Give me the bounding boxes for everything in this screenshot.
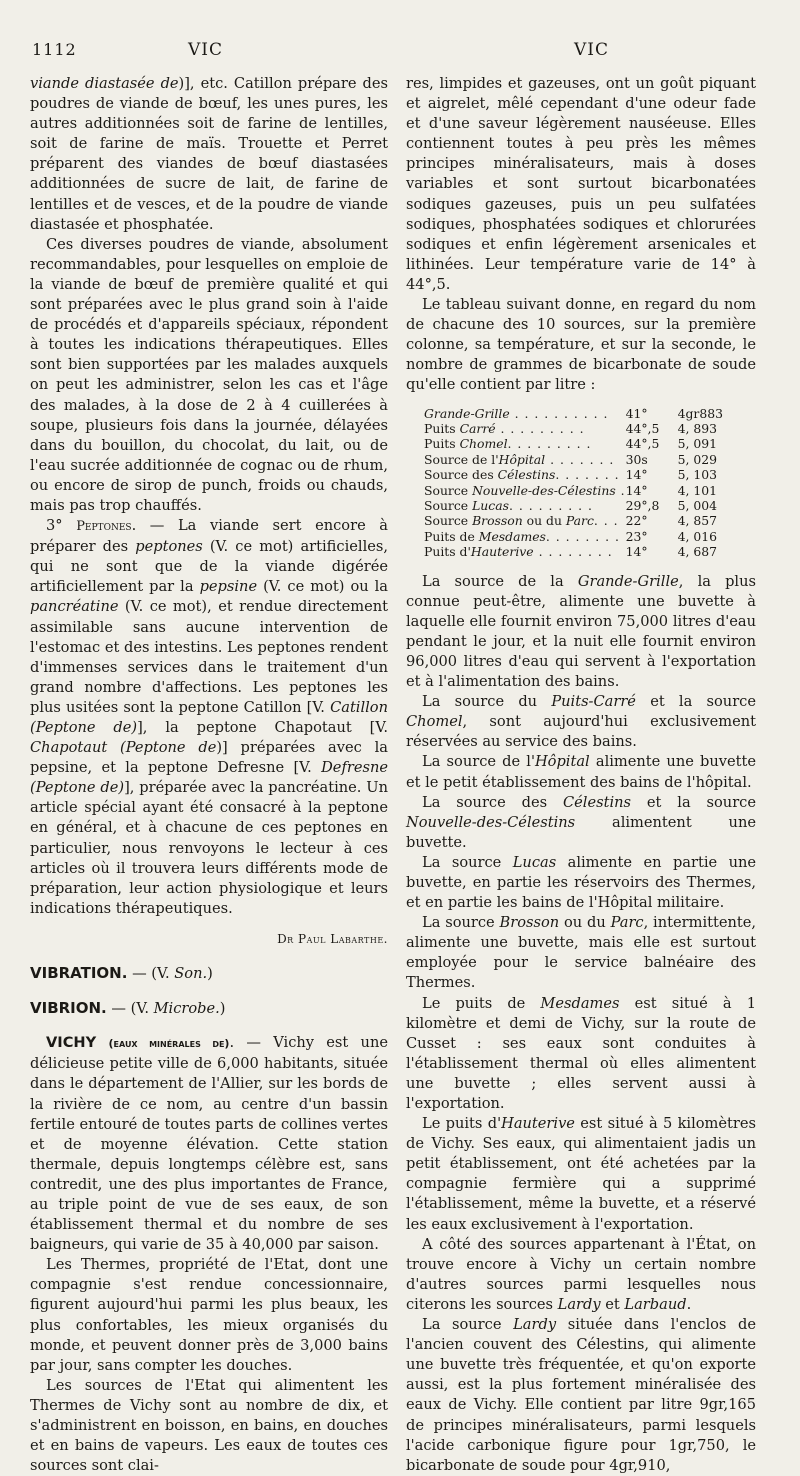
bicarbonate-cell: 4, 857 xyxy=(677,513,717,529)
left-column xyxy=(30,74,388,1476)
running-head-right: VIC xyxy=(574,40,609,60)
dot-leader: . . . . . . . xyxy=(555,467,620,483)
source-name: Hôpital xyxy=(534,753,590,771)
temperature-cell: 23° xyxy=(625,528,648,544)
text: Puits d' xyxy=(424,544,471,560)
paragraph-table-intro: Le tableau suivant donne, en regard du nom de chacune des 10 sources, sur la première colonne, sa température, et sur la seconde, le nombre de grammes de bicarbonate de soude qu'elle contient par litre : xyxy=(406,296,756,394)
text: )] préparées avec la pepsine, et la peptone Defresne [V. xyxy=(30,739,388,777)
source-label xyxy=(424,529,626,544)
text: . — La viande sert encore à préparer des xyxy=(30,517,388,556)
source-row xyxy=(424,529,740,544)
source-name: Chomel xyxy=(406,713,463,731)
source-name: Lardy xyxy=(557,1295,601,1313)
source-row xyxy=(424,544,740,559)
text: La source xyxy=(422,1316,514,1334)
entry-headword: VICHY xyxy=(46,1034,97,1052)
paragraph-lardy xyxy=(406,1315,756,1476)
paragraph-celestins xyxy=(406,793,756,853)
temperature-cell: 14° xyxy=(625,467,648,483)
text: alimente une buvette et le petit établissement des bains de l'hôpital. xyxy=(406,753,756,791)
sources-table xyxy=(424,406,740,560)
running-head-left: VIC xyxy=(188,40,223,60)
source-row xyxy=(424,513,740,528)
text: , la plus connue peut-être, alimente une buvette à laquelle elle fournit environ 75,000 litres d'eau pendant le jour, et la nuit elle fournit environ 96,000 litres d'eau qui servent à l'exportation et à l'alimentation des bains. xyxy=(406,572,756,691)
text: Source de l' xyxy=(424,451,499,467)
text: ou du xyxy=(522,513,566,529)
entry-headword: VIBRATION. xyxy=(30,964,128,983)
dot-leader: . . . . . . . . . . xyxy=(509,405,609,421)
cross-ref: peptones xyxy=(135,538,203,556)
entry-subtitle: (eaux minérales de) xyxy=(108,1037,230,1051)
entry-vibration xyxy=(30,963,388,984)
source-label xyxy=(424,498,626,513)
text: (V. ce mot) artificielles, qui ne sont que de la viande digérée artificiellement par la xyxy=(30,538,388,596)
source-name: Hôpital xyxy=(498,451,546,467)
paragraph-powders xyxy=(30,74,388,235)
source-label xyxy=(424,406,626,421)
source-label xyxy=(424,483,626,498)
source-name: Grande-Grille xyxy=(577,572,679,590)
source-name: Carré xyxy=(459,420,496,436)
text: , intermittente, alimente une buvette, mais elle est surtout employée pour le service balnéaire des Thermes. xyxy=(406,914,757,992)
text: La source du xyxy=(422,693,552,711)
source-name: Mesdames xyxy=(540,994,620,1012)
dot-leader: . . . . . . . . . xyxy=(495,420,585,436)
paragraph-hauterive xyxy=(406,1114,756,1235)
temperature-cell: 22° xyxy=(625,513,648,529)
paragraph-hopital xyxy=(406,752,756,792)
entry-headword: VIBRION. xyxy=(30,999,107,1018)
text: ], préparée avec la pancréatine. Un article spécial ayant été consacré à la peptone en général, et à chacune de ces peptones en particulier, nous renvoyons le lecteur à ces articles où il trouvera leurs différents mode de préparation, leur action physiologique et leurs indications thérapeutiques. xyxy=(30,779,388,917)
bicarbonate-cell: 5, 103 xyxy=(677,467,717,483)
paragraph-peptones xyxy=(30,516,388,919)
bicarbonate-cell: 4, 687 xyxy=(677,544,717,560)
source-row xyxy=(424,436,740,451)
source-name: Chomel xyxy=(459,436,508,452)
source-name: Brosson xyxy=(472,513,523,529)
text: (V. ce mot), et rendue directement assimilable sans aucune intervention de l'estomac et des intestins. Les peptones rendent d'immenses services dans le traitement d'un grand nombre d'affections. Les peptones les plus usitées sont la peptone Catillon [V. xyxy=(30,598,388,716)
source-label xyxy=(424,452,626,467)
text: La source de l' xyxy=(422,753,535,771)
text: — (V. xyxy=(106,1000,154,1018)
text: Source xyxy=(424,482,473,498)
paragraph-text: )], etc. Catillon prépare des poudres de viande de bœuf, les unes pures, les autres additionnées soit de farine de lentilles, soit de farine de maïs. Trouette et Perret préparent des viandes de bœuf diastasées additionnées de sucre de lait, de farine de lentilles et de vesces, et de la poudre de viande diastasée et phosphatée. xyxy=(30,75,388,233)
paragraph-water-properties: res, limpides et gazeuses, ont un goût piquant et aigrelet, mêlé cependant d'une odeur fade et d'une saveur légèrement nauséeuse. Elles contiennent toutes à peu près les mêmes principes minéralisateurs, mais à doses variables et sont surtout bicarbonatées sodiques gazeuses, puis un peu sulfatées sodiques, phosphatées sodiques et chlorurées sodiques et enfin légèrement arsenicales et lithinées. Leur température varie de 14° à 44°,5. xyxy=(406,75,756,293)
bicarbonate-cell: 5, 029 xyxy=(677,451,717,467)
text: ) xyxy=(219,1000,226,1018)
temperature-cell: 44°,5 xyxy=(625,436,660,452)
text: (V. ce mot) ou la xyxy=(257,578,389,596)
source-name: Larbaud xyxy=(624,1295,687,1313)
source-label xyxy=(424,436,626,451)
text: alimentent une buvette. xyxy=(406,813,756,851)
text: . xyxy=(686,1295,692,1313)
source-name: Puits-Carré xyxy=(551,693,636,711)
text: alimente en partie une buvette, en partie les réservoirs des Thermes, et en partie les bains de l'Hôpital militaire. xyxy=(406,853,757,912)
entry-vibrion xyxy=(30,998,388,1019)
source-name: Nouvelle-des-Célestins xyxy=(406,813,576,831)
source-row xyxy=(424,483,740,498)
temperature-cell: 14° xyxy=(625,482,648,498)
text: est situé à 5 kilomètres de Vichy. Ses eaux, qui alimentaient jadis un petit établissement, ont été achetées par la compagnie fermière qui a supprimé l'établissement, même la buvette, et a réservé les eaux exclusivement à l'exportation. xyxy=(406,1115,756,1233)
paragraph-thermes: Les Thermes, propriété de l'Etat, dont une compagnie s'est rendue concessionnaire, figurent aujourd'hui parmi les plus beaux, les plus confortables, les mieux organisés du monde, et peuvent donner près de 3,000 bains par jour, sans compter les douches. xyxy=(30,1256,388,1374)
temperature-cell: 14° xyxy=(625,544,648,560)
bicarbonate-cell: 5, 091 xyxy=(677,436,717,452)
source-row xyxy=(424,467,740,482)
text: Puits xyxy=(424,420,460,436)
text: La source des xyxy=(422,793,563,811)
cross-ref: pancréatine xyxy=(30,598,119,616)
text: et xyxy=(600,1295,625,1313)
cross-ref: pepsine xyxy=(199,578,258,596)
text: , sont aujourd'hui exclusivement réservées au service des bains. xyxy=(406,713,756,751)
paragraph-lucas xyxy=(406,853,756,913)
source-name: Grande-Grille xyxy=(424,405,510,421)
dot-leader: . . . . . . . xyxy=(545,451,615,467)
section-number: 3° xyxy=(46,517,63,535)
source-row xyxy=(424,498,740,513)
source-name: Hauterive xyxy=(470,544,534,560)
source-name: Nouvelle-des-Célestins xyxy=(472,482,616,498)
source-name: Parc xyxy=(565,513,594,529)
cross-ref: Son. xyxy=(174,965,208,983)
section-heading: Peptones xyxy=(76,519,132,535)
paragraph-vichy-intro xyxy=(30,1033,388,1255)
text: La source xyxy=(422,853,513,871)
source-label xyxy=(424,467,626,482)
source-name: Lucas xyxy=(472,497,509,513)
source-row xyxy=(424,406,740,421)
cross-ref: Chapotaut (Peptone de xyxy=(30,739,217,757)
source-label xyxy=(424,544,626,559)
page-number: 1112 xyxy=(32,40,77,59)
source-label xyxy=(424,421,626,436)
cross-ref: Defresne (Peptone de) xyxy=(30,759,388,797)
text: Source xyxy=(424,497,473,513)
text: et la source xyxy=(635,693,756,711)
author-signature: Dr Paul Labarthe. xyxy=(277,931,388,946)
dot-leader: . . . . . . . . . xyxy=(508,497,593,513)
text: La source xyxy=(422,914,500,932)
dot-leader: . xyxy=(615,482,626,498)
paragraph-puits-carre xyxy=(406,692,756,752)
text: située dans l'enclos de l'ancien couvent des Célestins, qui alimente une buvette très fréquentée, et qu'on exporte aussi, est la plus fortement minéralisée des eaux de Vichy. Elle contient par litre 9gr,165 de principes minéralisateurs, parmi lesquels l'acide carbonique figure pour 1gr,750, le bicarbonate de soude pour 4gr,910, xyxy=(406,1316,756,1474)
source-name: Mesdames xyxy=(478,528,546,544)
source-name: Célestins xyxy=(497,467,556,483)
text: A côté des sources appartenant à l'État, on trouve encore à Vichy un certain nombre d'autres sources parmi lesquelles nous citerons les sources xyxy=(406,1235,756,1313)
source-name: Brosson xyxy=(499,914,560,932)
paragraph-sources-etat: Les sources de l'Etat qui alimentent les Thermes de Vichy sont au nombre de dix, et s'administrent en boisson, en bains, en douches et en bains de vapeurs. Les eaux de toutes ces sources sont clai- xyxy=(30,1376,388,1475)
text: Le puits d' xyxy=(422,1115,502,1133)
paragraph-grande-grille xyxy=(406,572,756,693)
temperature-cell: 44°,5 xyxy=(625,420,660,436)
text: Source xyxy=(424,513,473,529)
bicarbonate-cell: 4gr883 xyxy=(677,405,723,421)
source-label xyxy=(424,513,626,528)
right-column xyxy=(406,74,756,1476)
bicarbonate-cell: 5, 004 xyxy=(677,497,717,513)
cross-ref: Catillon (Peptone de) xyxy=(30,698,388,736)
source-name: Célestins xyxy=(562,793,632,811)
text: Puits de xyxy=(424,528,479,544)
temperature-cell: 30s xyxy=(625,451,648,467)
paragraph-mesdames xyxy=(406,994,756,1115)
paragraph-brosson xyxy=(406,913,756,993)
source-name: Hauterive xyxy=(501,1115,575,1133)
text: ], la peptone Chapotaut [V. xyxy=(137,719,388,736)
dot-leader: . . . . . . . . xyxy=(545,528,620,544)
temperature-cell: 29°,8 xyxy=(625,497,660,513)
bicarbonate-cell: 4, 101 xyxy=(677,482,717,498)
text: Puits xyxy=(424,436,460,452)
dot-leader: . . . . . . . . xyxy=(533,544,613,560)
cross-ref: Microbe. xyxy=(153,1000,220,1018)
source-name: Lucas xyxy=(512,853,557,871)
text: est situé à 1 kilomètre et demi de Vichy, sur la route de Cusset : ses eaux sont conduites à l'établissement thermal où elles alimentent une buvette ; elles servent aussi à l'exportation. xyxy=(406,994,756,1112)
paragraph-other-sources xyxy=(406,1235,756,1315)
bicarbonate-cell: 4, 893 xyxy=(677,420,717,436)
text: et la source xyxy=(631,793,756,811)
italic-ref: viande diastasée de xyxy=(30,75,179,92)
text: Le puits de xyxy=(422,994,541,1012)
paragraph-recommendations: Ces diverses poudres de viande, absolument recommandables, pour lesquelles on emploie de la viande de bœuf de première qualité et qui sont préparées avec le plus grand soin à l'aide de procédés et d'appareils spéciaux, répondent à toutes les indications thérapeutiques. Elles sont bien supportées par les malades auxquels on peut les administrer, selon les cas et l'âge des malades, à la dose de 2 à 4 cuillerées à soupe, plusieurs fois dans la journée, délayées dans du bouillon, du chocolat, du lait, ou de l'eau sucrée additionnée de cognac ou de rhum, ou encore de sirop de punch, froids ou chauds, mais pas trop chauffés. xyxy=(30,235,388,514)
text: — (V. xyxy=(127,965,175,983)
source-row xyxy=(424,452,740,467)
source-name: Lardy xyxy=(513,1316,557,1334)
source-name: Parc xyxy=(610,914,644,932)
text: ) xyxy=(207,965,213,983)
source-row xyxy=(424,421,740,436)
temperature-cell: 41° xyxy=(625,405,648,421)
text: La source de la xyxy=(422,572,578,590)
text: ou du xyxy=(559,914,611,932)
bicarbonate-cell: 4, 016 xyxy=(677,528,717,544)
dot-leader: . . . . . . . . . xyxy=(507,436,592,452)
dot-leader: . . . xyxy=(593,513,619,529)
text: . — Vichy est une délicieuse petite ville de 6,000 habitants, située dans le département de l'Allier, sur les bords de la rivière de ce nom, au centre d'un bassin fertile entouré de toutes parts de collines vertes et de moyenne élévation. Cette station thermale, depuis longtemps célèbre est, sans contredit, une des plus importantes de France, au triple point de vue de ses eaux, de son établissement thermal et du nombre de ses baigneurs, qui varie de 35 à 40,000 par saison. xyxy=(30,1034,388,1254)
text: Source des xyxy=(424,467,498,483)
